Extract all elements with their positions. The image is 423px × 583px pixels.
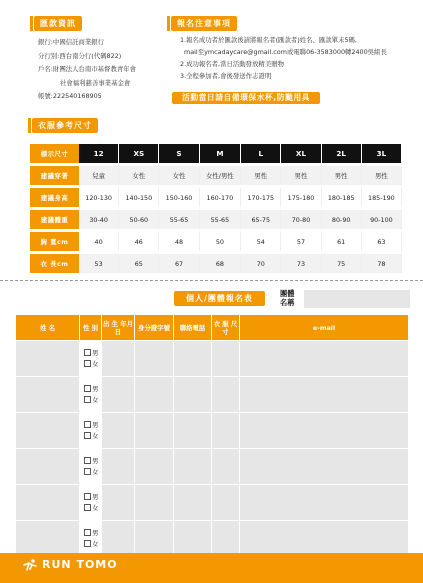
size-cell: 男性 xyxy=(281,166,321,185)
registration-input-cell[interactable] xyxy=(212,521,240,557)
size-cell: 90-100 xyxy=(362,210,402,229)
registration-input-cell[interactable] xyxy=(135,413,174,449)
size-cell: 120-130 xyxy=(79,188,119,207)
registration-input-cell[interactable] xyxy=(240,449,409,485)
size-cell: 61 xyxy=(322,232,362,251)
female-checkbox[interactable] xyxy=(84,360,91,367)
size-cell: 80-90 xyxy=(322,210,362,229)
registration-table xyxy=(15,314,409,557)
male-label: 男 xyxy=(92,348,99,357)
registration-row xyxy=(16,413,409,449)
registration-row xyxy=(16,341,409,377)
notes-list xyxy=(180,34,420,82)
size-cell: 170-175 xyxy=(241,188,281,207)
size-cell: 70 xyxy=(241,254,281,273)
female-label: 女 xyxy=(92,359,99,368)
size-cell: 46 xyxy=(119,232,159,251)
registration-input-cell[interactable] xyxy=(240,377,409,413)
registration-input-cell[interactable] xyxy=(174,449,212,485)
size-cell: 兒童 xyxy=(79,166,119,185)
male-checkbox[interactable] xyxy=(84,493,91,500)
registration-input-cell[interactable] xyxy=(212,377,240,413)
female-checkbox[interactable] xyxy=(84,396,91,403)
registration-input-cell[interactable] xyxy=(212,341,240,377)
registration-input-cell[interactable] xyxy=(240,413,409,449)
size-row xyxy=(30,166,402,185)
remit-account-name-cont: 社會福利慈善事業基金會 xyxy=(60,78,131,87)
cut-line xyxy=(0,280,423,281)
registration-input-cell[interactable] xyxy=(135,377,174,413)
registration-input-cell[interactable] xyxy=(135,449,174,485)
note-1b: mail至ymcadaycare@gmail.com或電聯06-3583000轉2400吳組長 xyxy=(184,48,387,56)
size-cell: 50 xyxy=(200,232,242,251)
registration-row xyxy=(16,377,409,413)
size-cell: 65 xyxy=(119,254,159,273)
registration-input-cell[interactable] xyxy=(174,521,212,557)
size-row-label: 建議穿著 xyxy=(30,166,79,185)
size-cell: 女性/男性 xyxy=(200,166,242,185)
notes-title: 報名注意事項 xyxy=(171,16,237,31)
size-cell: 73 xyxy=(281,254,321,273)
registration-input-cell[interactable] xyxy=(212,485,240,521)
remit-branch: 分行別:西台南分行(代碼822) xyxy=(38,51,122,60)
registration-header: 出 生 年月日 xyxy=(102,315,135,341)
registration-input-cell[interactable] xyxy=(135,485,174,521)
registration-row xyxy=(16,521,409,557)
female-label: 女 xyxy=(92,503,99,512)
registration-input-cell[interactable] xyxy=(240,521,409,557)
size-cell: 75 xyxy=(322,254,362,273)
registration-row xyxy=(16,485,409,521)
female-label: 女 xyxy=(92,467,99,476)
gender-choice xyxy=(80,485,102,521)
registration-header: e-mail xyxy=(240,315,409,341)
size-cell: 2L xyxy=(322,144,362,163)
size-cell: 53 xyxy=(79,254,119,273)
gender-choice xyxy=(80,521,102,557)
registration-header: 性 別 xyxy=(80,315,102,341)
registration-input-cell[interactable] xyxy=(102,413,135,449)
registration-input-cell[interactable] xyxy=(102,377,135,413)
group-name-label: 團體名稱 xyxy=(280,289,295,307)
size-cell: 180-185 xyxy=(322,188,362,207)
female-label: 女 xyxy=(92,539,99,548)
gender-choice xyxy=(80,377,102,413)
registration-row xyxy=(16,449,409,485)
registration-input-cell[interactable] xyxy=(102,449,135,485)
size-cell: 3L xyxy=(362,144,402,163)
size-row-label: 衣 長cm xyxy=(30,254,79,273)
remit-account-name: 戶名:財團法人台南市基督教青年會 xyxy=(38,65,137,74)
registration-input-cell[interactable] xyxy=(174,341,212,377)
notes-banner: 活動當日請自備環保水杯,防颱用具 xyxy=(172,92,320,104)
size-cell: 女性 xyxy=(159,166,199,185)
remit-title: 匯款資訊 xyxy=(34,16,82,31)
size-cell: 55-65 xyxy=(159,210,199,229)
size-chart-title: 衣服參考尺寸 xyxy=(32,118,98,133)
female-checkbox[interactable] xyxy=(84,432,91,439)
size-cell: 40 xyxy=(79,232,119,251)
male-checkbox[interactable] xyxy=(84,421,91,428)
size-row xyxy=(30,210,402,229)
registration-input-cell[interactable] xyxy=(174,413,212,449)
female-label: 女 xyxy=(92,395,99,404)
size-chart-table xyxy=(30,141,402,276)
gender-choice xyxy=(80,341,102,377)
size-cell: 65-75 xyxy=(241,210,281,229)
gender-choice xyxy=(80,449,102,485)
size-cell: XL xyxy=(281,144,321,163)
size-row-label: 建議體重 xyxy=(30,210,79,229)
female-label: 女 xyxy=(92,431,99,440)
size-cell: 78 xyxy=(362,254,402,273)
male-label: 男 xyxy=(92,528,99,537)
female-checkbox[interactable] xyxy=(84,504,91,511)
registration-input-cell[interactable] xyxy=(102,485,135,521)
size-row xyxy=(30,144,402,163)
male-label: 男 xyxy=(92,420,99,429)
size-cell: 12 xyxy=(79,144,119,163)
size-cell: 185-190 xyxy=(362,188,402,207)
size-cell: 150-160 xyxy=(159,188,199,207)
size-cell: L xyxy=(241,144,281,163)
note-1: 1.報名成功者於匯款後請將報名者(匯款者)姓名、匯款單末5碼, xyxy=(180,36,357,44)
size-cell: XS xyxy=(119,144,159,163)
size-cell: 70-80 xyxy=(281,210,321,229)
gender-choice xyxy=(80,413,102,449)
registration-input-cell[interactable] xyxy=(16,521,80,557)
registration-input-cell[interactable] xyxy=(16,449,80,485)
registration-input-cell[interactable] xyxy=(174,377,212,413)
size-cell: 63 xyxy=(362,232,402,251)
male-checkbox[interactable] xyxy=(84,385,91,392)
registration-input-cell[interactable] xyxy=(135,521,174,557)
registration-input-cell[interactable] xyxy=(174,485,212,521)
size-cell: 男性 xyxy=(322,166,362,185)
size-cell: 30-40 xyxy=(79,210,119,229)
brand-logo xyxy=(22,558,118,571)
size-cell: 50-60 xyxy=(119,210,159,229)
size-row xyxy=(30,254,402,273)
group-name-field[interactable] xyxy=(304,290,410,308)
size-cell: 57 xyxy=(281,232,321,251)
registration-header: 聯絡電話 xyxy=(174,315,212,341)
registration-input-cell[interactable] xyxy=(212,449,240,485)
remit-account-no: 帳號:222540168905 xyxy=(38,92,102,101)
size-cell: 54 xyxy=(241,232,281,251)
size-cell: 女性 xyxy=(119,166,159,185)
size-cell: 160-170 xyxy=(200,188,242,207)
registration-input-cell[interactable] xyxy=(240,485,409,521)
runner-icon xyxy=(22,559,38,571)
note-3: 3.全程參加者,會後發送作志證明 xyxy=(180,72,272,80)
brand-name: RUN TOMO xyxy=(42,558,118,571)
male-checkbox[interactable] xyxy=(84,529,91,536)
female-checkbox[interactable] xyxy=(84,468,91,475)
male-checkbox[interactable] xyxy=(84,457,91,464)
size-cell: 男性 xyxy=(241,166,281,185)
registration-header: 衣 服 尺 寸 xyxy=(212,315,240,341)
size-cell: 175-180 xyxy=(281,188,321,207)
size-cell: M xyxy=(200,144,242,163)
registration-input-cell[interactable] xyxy=(102,521,135,557)
registration-input-cell[interactable] xyxy=(240,341,409,377)
note-2: 2.成功報名者,當日活動發放精美贈物 xyxy=(180,60,284,68)
size-cell: 55-65 xyxy=(200,210,242,229)
remit-bank: 銀行:中國信託商業銀行 xyxy=(38,38,105,46)
size-row-label: 標示尺寸 xyxy=(30,144,79,163)
registration-header: 姓 名 xyxy=(16,315,80,341)
size-cell: 48 xyxy=(159,232,199,251)
size-cell: 140-150 xyxy=(119,188,159,207)
registration-input-cell[interactable] xyxy=(135,341,174,377)
registration-input-cell[interactable] xyxy=(102,341,135,377)
male-label: 男 xyxy=(92,492,99,501)
registration-header: 身分證字號 xyxy=(135,315,174,341)
size-cell: 68 xyxy=(200,254,242,273)
registration-input-cell[interactable] xyxy=(16,413,80,449)
size-row xyxy=(30,232,402,251)
male-checkbox[interactable] xyxy=(84,349,91,356)
size-cell: 男性 xyxy=(362,166,402,185)
male-label: 男 xyxy=(92,456,99,465)
registration-input-cell[interactable] xyxy=(16,485,80,521)
registration-input-cell[interactable] xyxy=(16,341,80,377)
size-row-label: 胸 寬cm xyxy=(30,232,79,251)
size-cell: S xyxy=(159,144,199,163)
male-label: 男 xyxy=(92,384,99,393)
registration-input-cell[interactable] xyxy=(212,413,240,449)
size-row xyxy=(30,188,402,207)
size-row-label: 建議身高 xyxy=(30,188,79,207)
female-checkbox[interactable] xyxy=(84,540,91,547)
size-cell: 67 xyxy=(159,254,199,273)
registration-title: 個人/團體報名表 xyxy=(174,291,265,306)
registration-input-cell[interactable] xyxy=(16,377,80,413)
